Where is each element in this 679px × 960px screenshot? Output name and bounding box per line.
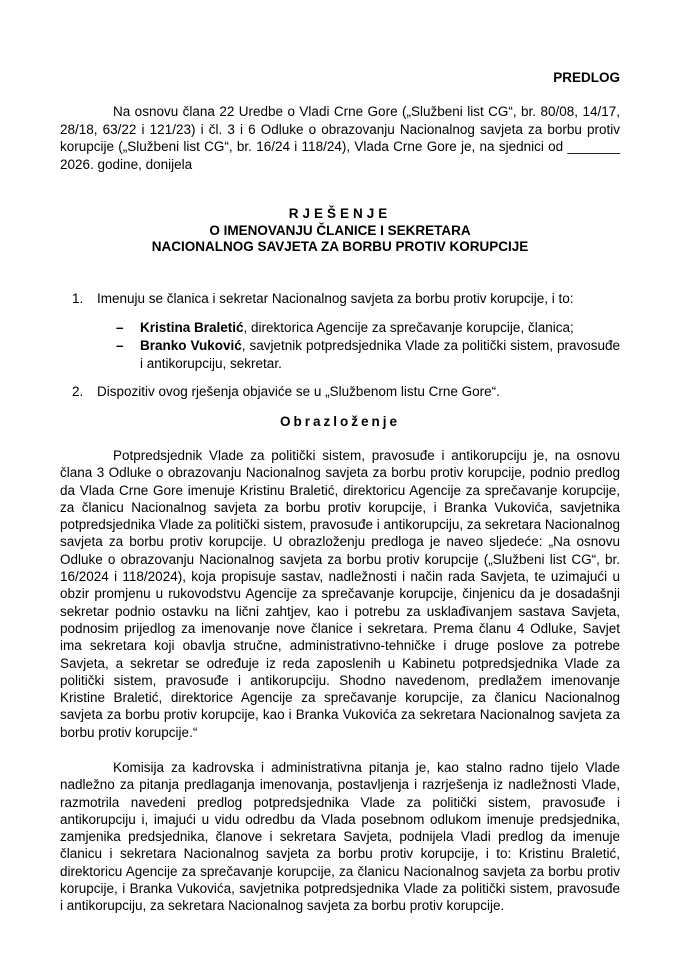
obrazlozenje-paragraph-1: Potpredsjednik Vlade za politički sistem, pravosuđe i antikorupciju je, na osnovu člana 3 Odluke o obrazovanju Nacionalnog savjeta za borbu protiv korupcije, podnio predlog da Vlada Crne Gore imenuje Kristinu Braletić, direktoricu Agencije za sprečavanje korupcije, za članicu Nacionalnog savjeta za borbu protiv korupcije, i Branka Vukovića, savjetnika potpredsjednika Vlade za politički sistem, pravosuđe i antikorupciju, za sekretara Nacionalnog savjeta za borbu protiv korupcije. U obrazloženju predloga je naveo sljedeće: „Na osnovu Odluke o obrazovanju Nacionalnog savjeta za borbu protiv korupcije („Službeni list CG“, br. 16/2024 i 118/2024), koja propisuje sastav, nadležnosti i način rada Savjeta, te uzimajući u obzir promjenu u rukovodstvu Agencije za sprečavanje korupcije, činjenicu da je dosadašnji sekretar podnio ostavku na lični zahtjev, kao i potrebu za usklađivanjem sastava Savjeta, podnosim prijedlog za imenovanje nove članice i sekretara. Prema članu 4 Odluke, Savjet ima sekretara koji obavlja stručne, administrativno-tehničke i druge poslove za potrebe Savjeta, a sekretar se određuje iz reda zaposlenih u Kabinetu potpredsjednika Vlade za politički sistem, pravosuđe i antikorupciju. Shodno navedenom, predlažem imenovanje Kristine Braletić, direktorice Agencije za sprečavanje korupcije, za članicu Nacionalnog savjeta za borbu protiv korupcije, kao i Branka Vukovića za sekretara Nacionalnog savjeta za borbu protiv korupcije.“ [60,448,620,740]
obrazlozenje-heading: Obrazloženje [279,414,401,429]
sub-item-2-rest: , savjetnik potpredsjednika Vlade za politički sistem, pravosuđe i antikorupciju, sekretar. [140,338,620,371]
sub-item-2-name: Branko Vuković [140,338,242,353]
sub-item-1-text [140,319,620,337]
list-item-1 [0,290,679,310]
sub-item-2 [0,337,679,377]
list-item-2 [0,383,679,403]
sub-item-1 [0,319,679,339]
list-item-1-text: Imenuju se članica i sekretar Nacionalnog savjeta za borbu protiv korupcije, i to: [97,291,574,306]
title-line-1: RJEŠENJE [288,206,392,221]
list-item-1-number: 1. [72,291,84,306]
sub-item-1-dash: – [116,320,124,335]
title-line-3: NACIONALNOG SAVJETA ZA BORBU PROTIV KORUPCIJE [151,239,529,254]
list-item-2-number: 2. [72,384,84,399]
sub-item-2-text [140,337,620,372]
obrazlozenje-paragraph-2: Komisija za kadrovska i administrativna pitanja je, kao stalno radno tijelo Vlade nadležno za pitanja predlaganja imenovanja, postavljenja i razrješenja iz nadležnosti Vlade, razmotrila navedeni predlog potpredsjednika Vlade za politički sistem, pravosuđe i antikorupciju i, imajući u vidu odredbu da Vlada posebnom odlukom imenuje predsjednika, zamjenika predsjednika, članove i sekretara Savjeta, podnijela Vladi predlog da imenuje članicu i sekretara Nacionalnog savjeta za borbu protiv korupcije, i to: Kristinu Braletić, direktoricu Agencije za sprečavanje korupcije, za članicu Nacionalnog savjeta za borbu protiv korupcije, i Branka Vukovića, savjetnika potpredsjednika Vlade za politički sistem, pravosuđe i antikorupciju, za sekretara Nacionalnog savjeta za borbu protiv korupcije. [60,760,620,914]
intro-paragraph: Na osnovu člana 22 Uredbe o Vladi Crne Gore („Službeni list CG“, br. 80/08, 14/17, 28/18, 63/22 i 121/23) i čl. 3 i 6 Odluke o obrazovanju Nacionalnog savjeta za borbu protiv korupcije („Službeni list CG“, br. 16/24 i 118/24), Vlada Crne Gore je, na sjednici od _______ 2026. godine, donijela [60,104,620,172]
title-line-2: O IMENOVANJU ČLANICE I SEKRETARA [209,222,471,238]
sub-item-2-dash: – [116,338,124,353]
sub-item-1-rest: , direktorica Agencije za sprečavanje korupcije, članica; [243,320,574,335]
sub-item-1-name: Kristina Braletić [140,320,244,335]
predlog-label: PREDLOG [553,70,620,85]
document-title [60,206,620,256]
list-item-2-text: Dispozitiv ovog rješenja objaviće se u „Službenom listu Crne Gore“. [97,384,500,399]
